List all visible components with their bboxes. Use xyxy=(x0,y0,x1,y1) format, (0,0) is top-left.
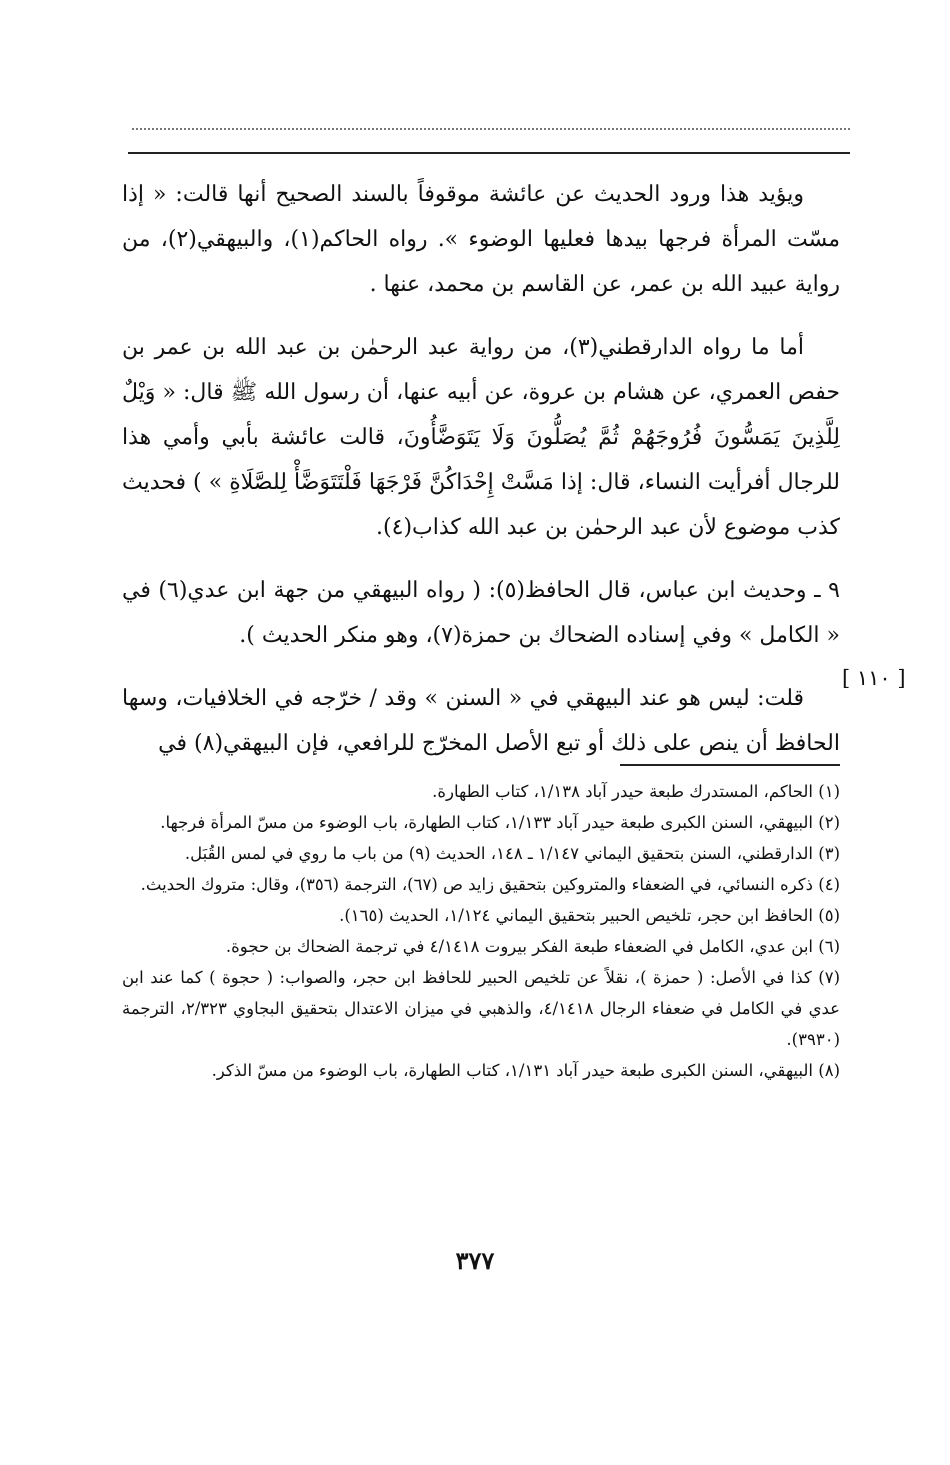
footnote-4: (٤) ذكره النسائي، في الضعفاء والمتروكين بتحقيق زايد ص (٦٧)، الترجمة (٣٥٦)، وقال: متروك الحديث. xyxy=(140,875,840,894)
footnote-7: (٧) كذا في الأصل: ( حمزة )، نقلاً عن تلخيص الحبير للحافظ ابن حجر، والصواب: ( حجوة ) كما عند ابن عدي في الكامل في ضعفاء الرجال ٤/١٤١٨، والذهبي في ميزان الاعتدال بتحقيق البجاوي ٢/٣٢٣، الترجمة (٣٩٣٠). xyxy=(122,968,840,1049)
header-rule xyxy=(128,152,850,154)
footnote-rule xyxy=(620,764,840,766)
footnote-8: (٨) البيهقي، السنن الكبرى طبعة حيدر آباد ١/١٣١، كتاب الطهارة، باب الوضوء من مسّ الذكر. xyxy=(211,1061,840,1080)
footnote-1: (١) الحاكم، المستدرك طبعة حيدر آباد ١/١٣٨، كتاب الطهارة. xyxy=(432,782,840,801)
footnote-3: (٣) الدارقطني، السنن بتحقيق اليماني ١/١٤٧ ـ ١٤٨، الحديث (٩) من باب ما روي في لمس القُبَل. xyxy=(184,844,840,863)
main-text xyxy=(122,172,840,784)
footnote-5: (٥) الحافظ ابن حجر، تلخيص الحبير بتحقيق اليماني ١/١٢٤، الحديث (١٦٥). xyxy=(339,906,840,925)
page-number: ٣٧٧ xyxy=(455,1246,495,1275)
paragraph-ibn-abbas: ٩ ـ وحديث ابن عباس، قال الحافظ(٥): ( رواه البيهقي من جهة ابن عدي(٦) في « الكامل » وفي إسناده الضحاك بن حمزة(٧)، وهو منكر الحديث ). xyxy=(122,578,840,648)
paragraph-daraqutni: أما ما رواه الدارقطني(٣)، من رواية عبد الرحمٰن بن عبد الله بن عمر بن حفص العمري، عن هشام بن عروة، عن أبيه عنها، أن رسول الله ﷺ قال: « وَيْلٌ لِلَّذِينَ يَمَسُّونَ فُرُوجَهُمْ ثُمَّ يُصَلُّونَ وَلَا يَتَوَضَّأُونَ، قالت عائشة بأبي وأمي هذا للرجال أفرأيت النساء، قال: إذا مَسَّتْ إِحْدَاكُنَّ فَرْجَهَا فَلْتَتَوَضَّأْ لِلصَّلَاةِ » ) فحديث كذب موضوع لأن عبد الرحمٰن بن عبد الله كذاب(٤). xyxy=(122,335,840,540)
paragraph-aisha-mawquf: ويؤيد هذا ورود الحديث عن عائشة موقوفاً بالسند الصحيح أنها قالت: « إذا مسّت المرأة فرجها بيدها فعليها الوضوء ». رواه الحاكم(١)، والبيهقي(٢)، من رواية عبيد الله بن عمر، عن القاسم بن محمد، عنها . xyxy=(122,182,840,297)
footnote-2: (٢) البيهقي، السنن الكبرى طبعة حيدر آباد ١/١٣٣، كتاب الطهارة، باب الوضوء من مسّ المرأة فرجها. xyxy=(160,813,840,832)
footnotes xyxy=(122,776,840,1086)
paragraph-qultu: قلت: ليس هو عند البيهقي في « السنن » وقد / خرّجه في الخلافيات، وسها الحافظ أن ينص على ذلك أو تبع الأصل المخرّج للرافعي، فإن البيهقي(٨) في xyxy=(122,686,840,756)
header-dotted-line xyxy=(132,128,850,130)
footnote-6: (٦) ابن عدي، الكامل في الضعفاء طبعة الفكر بيروت ٤/١٤١٨ في ترجمة الضحاك بن حجوة. xyxy=(225,937,840,956)
margin-reference: [ ١١٠ ] xyxy=(842,666,906,690)
